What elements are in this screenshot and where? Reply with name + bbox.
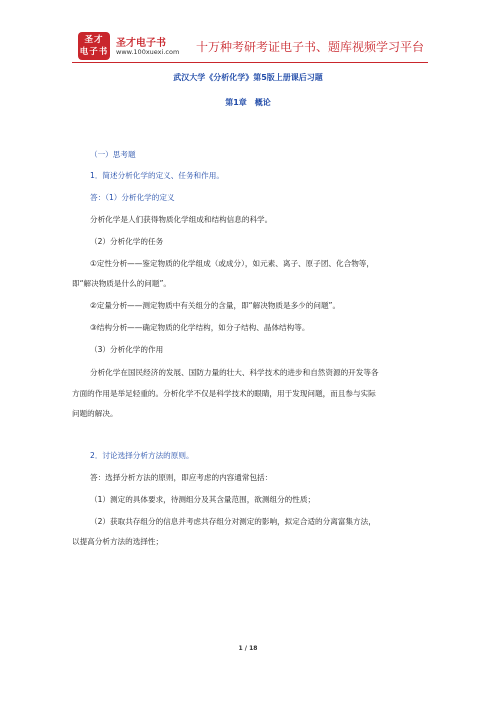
answer-1-role-line2: 方面的作用是举足轻重的。分析化学不仅是科学技术的眼睛，用于发现问题，而且参与实际 [72, 389, 376, 398]
logo-line2: 电子书 [79, 47, 109, 57]
slogan: 十万种考研考证电子书、题库视频学习平台 [196, 40, 425, 54]
section-heading: （一）思考题 [90, 150, 136, 159]
logo-line1: 圣才 [84, 35, 104, 45]
answer-1-role-line3: 问题的解决。 [72, 409, 118, 418]
header-divider [72, 62, 428, 63]
answer-1-intro [72, 188, 426, 207]
answer-1-task3: ③结构分析——确定物质的化学结构，如分子结构、晶体结构等。 [90, 323, 310, 332]
chapter-title: 第1章 概论 [225, 98, 271, 107]
question-1: 1．简述分析化学的定义、任务和作用。 [90, 171, 224, 180]
header [72, 32, 432, 60]
page-number: 1 / 18 [238, 645, 258, 652]
answer-1-intro-text: 答：（1）分析化学的定义 [90, 193, 175, 202]
answer-1-task2: ②定量分析——测定物质中有关组分的含量，即“解决物质是多少的问题”。 [90, 301, 341, 310]
answer-1-task-title: （2）分析化学的任务 [90, 237, 164, 246]
answer-2-item2-line2: 以提高分析方法的选择性； [72, 537, 164, 546]
answer-1-task1-line2: 即“解决物质是什么的问题”。 [72, 279, 171, 288]
answer-2-item1: （1）测定的具体要求，待测组分及其含量范围，欲测组分的性质； [90, 495, 316, 504]
answer-2-item2-line1: （2）获取共存组分的信息并考虑共存组分对测定的影响，拟定合适的分离富集方法， [90, 517, 376, 526]
answer-1-task1-line1: ①定性分析——鉴定物质的化学组成（或成分），如元素、离子、原子团、化合物等， [90, 259, 374, 268]
brand-logo [78, 32, 110, 60]
answer-1-role-title: （3）分析化学的作用 [90, 345, 164, 354]
answer-1-role-line1: 分析化学在国民经济的发展、国防力量的壮大、科学技术的进步和自然资源的开发等各 [90, 368, 379, 377]
answer-1-definition: 分析化学是人们获得物质化学组成和结构信息的科学。 [90, 215, 273, 224]
question-2: 2．讨论选择分析方法的原则。 [90, 451, 194, 460]
book-title: 武汉大学《分析化学》第5版上册课后习题 [173, 73, 323, 82]
brand-url[interactable]: www.100xuexi.com [116, 48, 180, 56]
answer-2-intro: 答：选择分析方法的原则，即应考虑的内容通常包括： [90, 473, 273, 482]
brand-name: 圣才电子书 [116, 38, 166, 49]
